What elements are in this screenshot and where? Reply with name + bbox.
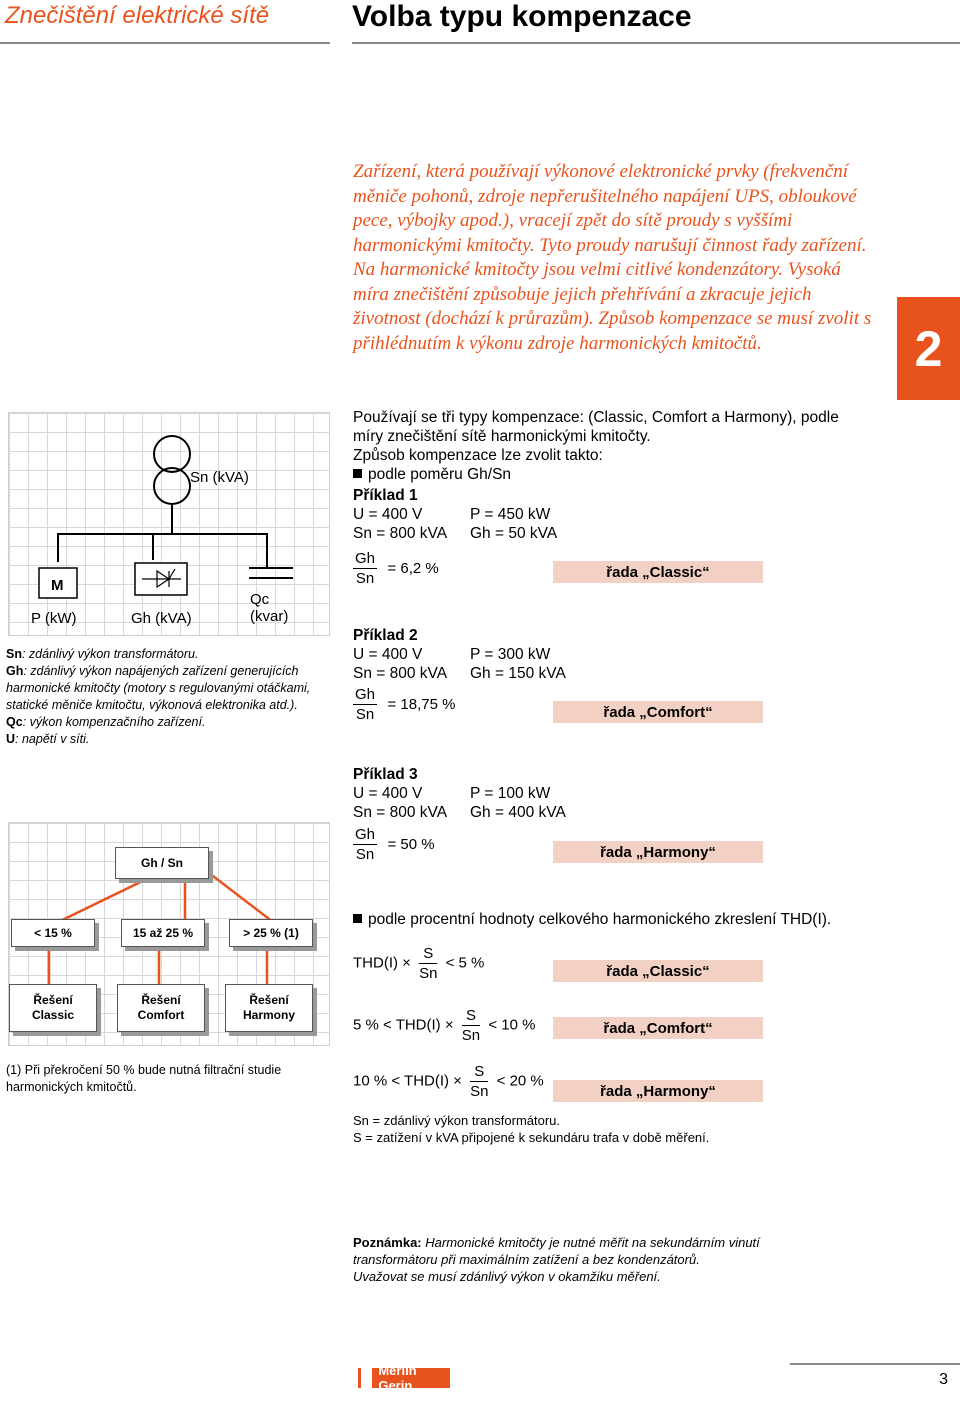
thd-row: THD(I) × $\frac{S}{Sn}$ < 5 % — [353, 945, 485, 982]
bullet-thd: podle procentní hodnoty celkového harmonického zkreslení THD(I). — [353, 910, 831, 929]
example-u: U = 400 V — [353, 646, 423, 663]
logo-mark-icon — [361, 1368, 372, 1388]
legend-item: Gh: zdánlivý výkon napájených zařízení generujících harmonické kmitočty (motory s regulovanými otáčkami, statické měniče kmitočtu, výkonová elektronika atd.). — [6, 664, 311, 712]
example-sn: Sn = 800 kVA — [353, 525, 448, 542]
rada-harmony: řada „Harmony“ — [553, 1080, 763, 1102]
thd-row: 10 % < THD(I) × $\frac{S}{Sn}$ < 20 % — [353, 1063, 544, 1100]
rada-classic: řada „Classic“ — [553, 561, 763, 583]
rada-comfort: řada „Comfort“ — [553, 1017, 763, 1039]
page-title: Volba typu kompenzace — [352, 0, 692, 33]
tree-footnote: (1) Při překročení 50 % bude nutná filtrační studie harmonických kmitočtů. — [6, 1063, 282, 1094]
example-fraction: $\frac{Gh}{Sn}$ = 50 % — [355, 826, 435, 863]
gh-label: Gh (kVA) — [131, 610, 192, 627]
range-box: > 25 % (1) — [229, 919, 313, 947]
example-p: P = 450 kW — [470, 506, 551, 523]
rada-comfort: řada „Comfort“ — [553, 701, 763, 723]
tree-root: Gh / Sn — [115, 847, 209, 879]
circuit-diagram — [8, 412, 330, 636]
qc-label: Qc — [250, 591, 270, 608]
page-number: 3 — [790, 1363, 960, 1393]
note: Poznámka: Harmonické kmitočty je nutné měřit na sekundárním vinutí transformátoru při maximálním zatížení a bez kondenzátorů. Uvažovat se musí zdánlivý výkon v okamžiku měření. — [353, 1235, 760, 1284]
definition-s: S = zatížení v kVA připojené k sekundáru trafa v době měření. — [353, 1130, 710, 1145]
rada-classic: řada „Classic“ — [553, 960, 763, 982]
motor-label: M — [51, 577, 64, 594]
circuit-svg — [9, 413, 329, 635]
example-gh: Gh = 50 kVA — [470, 525, 558, 542]
capacitor-icon — [249, 568, 293, 578]
range-box: < 15 % — [11, 919, 95, 947]
qc-unit: (kvar) — [250, 608, 289, 625]
example-u: U = 400 V — [353, 785, 423, 802]
legend-item: Qc: výkon kompenzačního zařízení. — [6, 715, 206, 729]
rada-harmony: řada „Harmony“ — [553, 841, 763, 863]
transformer-secondary-coil — [154, 468, 190, 504]
bullet-ratio: podle poměru Gh/Sn — [353, 465, 511, 484]
merlin-gerin-logo: Merlin Gerin — [358, 1368, 450, 1388]
example-u: U = 400 V — [353, 506, 423, 523]
section-title: Znečištění elektrické sítě — [5, 2, 270, 29]
example-fraction: $\frac{Gh}{Sn}$ = 6,2 % — [355, 550, 439, 587]
example-p: P = 100 kW — [470, 785, 551, 802]
example-title: Příklad 3 — [353, 766, 418, 783]
intro-paragraph: Zařízení, která používají výkonové elektronické prvky (frekvenční měniče pohonů, zdroje nepřerušitelného napájení UPS, obloukové pece, výbojky apod.), vracejí zpět do sítě proudy s vyššími harmonickými kmitočty. Tyto proudy narušují činnost řady zařízení. Na harmonické kmitočty jsou velmi citlivé kondenzátory. Vysoká míra znečištění způsobuje jejich přehřívání a zkracuje jejich životnost (dochází k průrazům). Způsob kompenzace se musí zvolit s přihlédnutím k výkonu zdroje harmonických kmitočtů. — [353, 161, 872, 354]
bullet-icon — [353, 469, 362, 478]
solution-classic: Řešení Classic — [9, 984, 97, 1032]
thd-row: 5 % < THD(I) × $\frac{S}{Sn}$ < 10 % — [353, 1007, 536, 1044]
example-title: Příklad 1 — [353, 487, 418, 504]
example-sn: Sn = 800 kVA — [353, 804, 448, 821]
example-sn: Sn = 800 kVA — [353, 665, 448, 682]
chapter-tab: 2 — [897, 297, 960, 400]
definition-sn: Sn = zdánlivý výkon transformátoru. — [353, 1113, 561, 1128]
example-gh: Gh = 150 kVA — [470, 665, 566, 682]
example-p: P = 300 kW — [470, 646, 551, 663]
header-rule-left — [0, 42, 330, 44]
header-rule-right — [352, 42, 960, 44]
legend-item: U: napětí v síti. — [6, 732, 90, 746]
method-paragraph: Způsob kompenzace lze zvolit takto: — [353, 447, 603, 464]
example-title: Příklad 2 — [353, 627, 418, 644]
bullet-icon — [353, 914, 362, 923]
solution-comfort: Řešení Comfort — [117, 984, 205, 1032]
sn-label: Sn (kVA) — [190, 469, 249, 486]
note-label: Poznámka: — [353, 1235, 422, 1250]
example-fraction: $\frac{Gh}{Sn}$ = 18,75 % — [355, 686, 456, 723]
types-paragraph: Používají se tři typy kompenzace: (Classic, Comfort a Harmony), podle míry znečištění sítě harmonickými kmitočty. — [353, 409, 839, 445]
example-gh: Gh = 400 kVA — [470, 804, 566, 821]
p-label: P (kW) — [31, 610, 77, 627]
legend — [6, 646, 338, 748]
range-box: 15 až 25 % — [121, 919, 205, 947]
legend-item: Sn: zdánlivý výkon transformátoru. — [6, 647, 199, 661]
solution-harmony: Řešení Harmony — [225, 984, 313, 1032]
definitions — [353, 1112, 709, 1146]
decision-tree — [8, 822, 330, 1046]
transformer-primary-coil — [154, 436, 190, 472]
bus-lines — [58, 504, 267, 567]
